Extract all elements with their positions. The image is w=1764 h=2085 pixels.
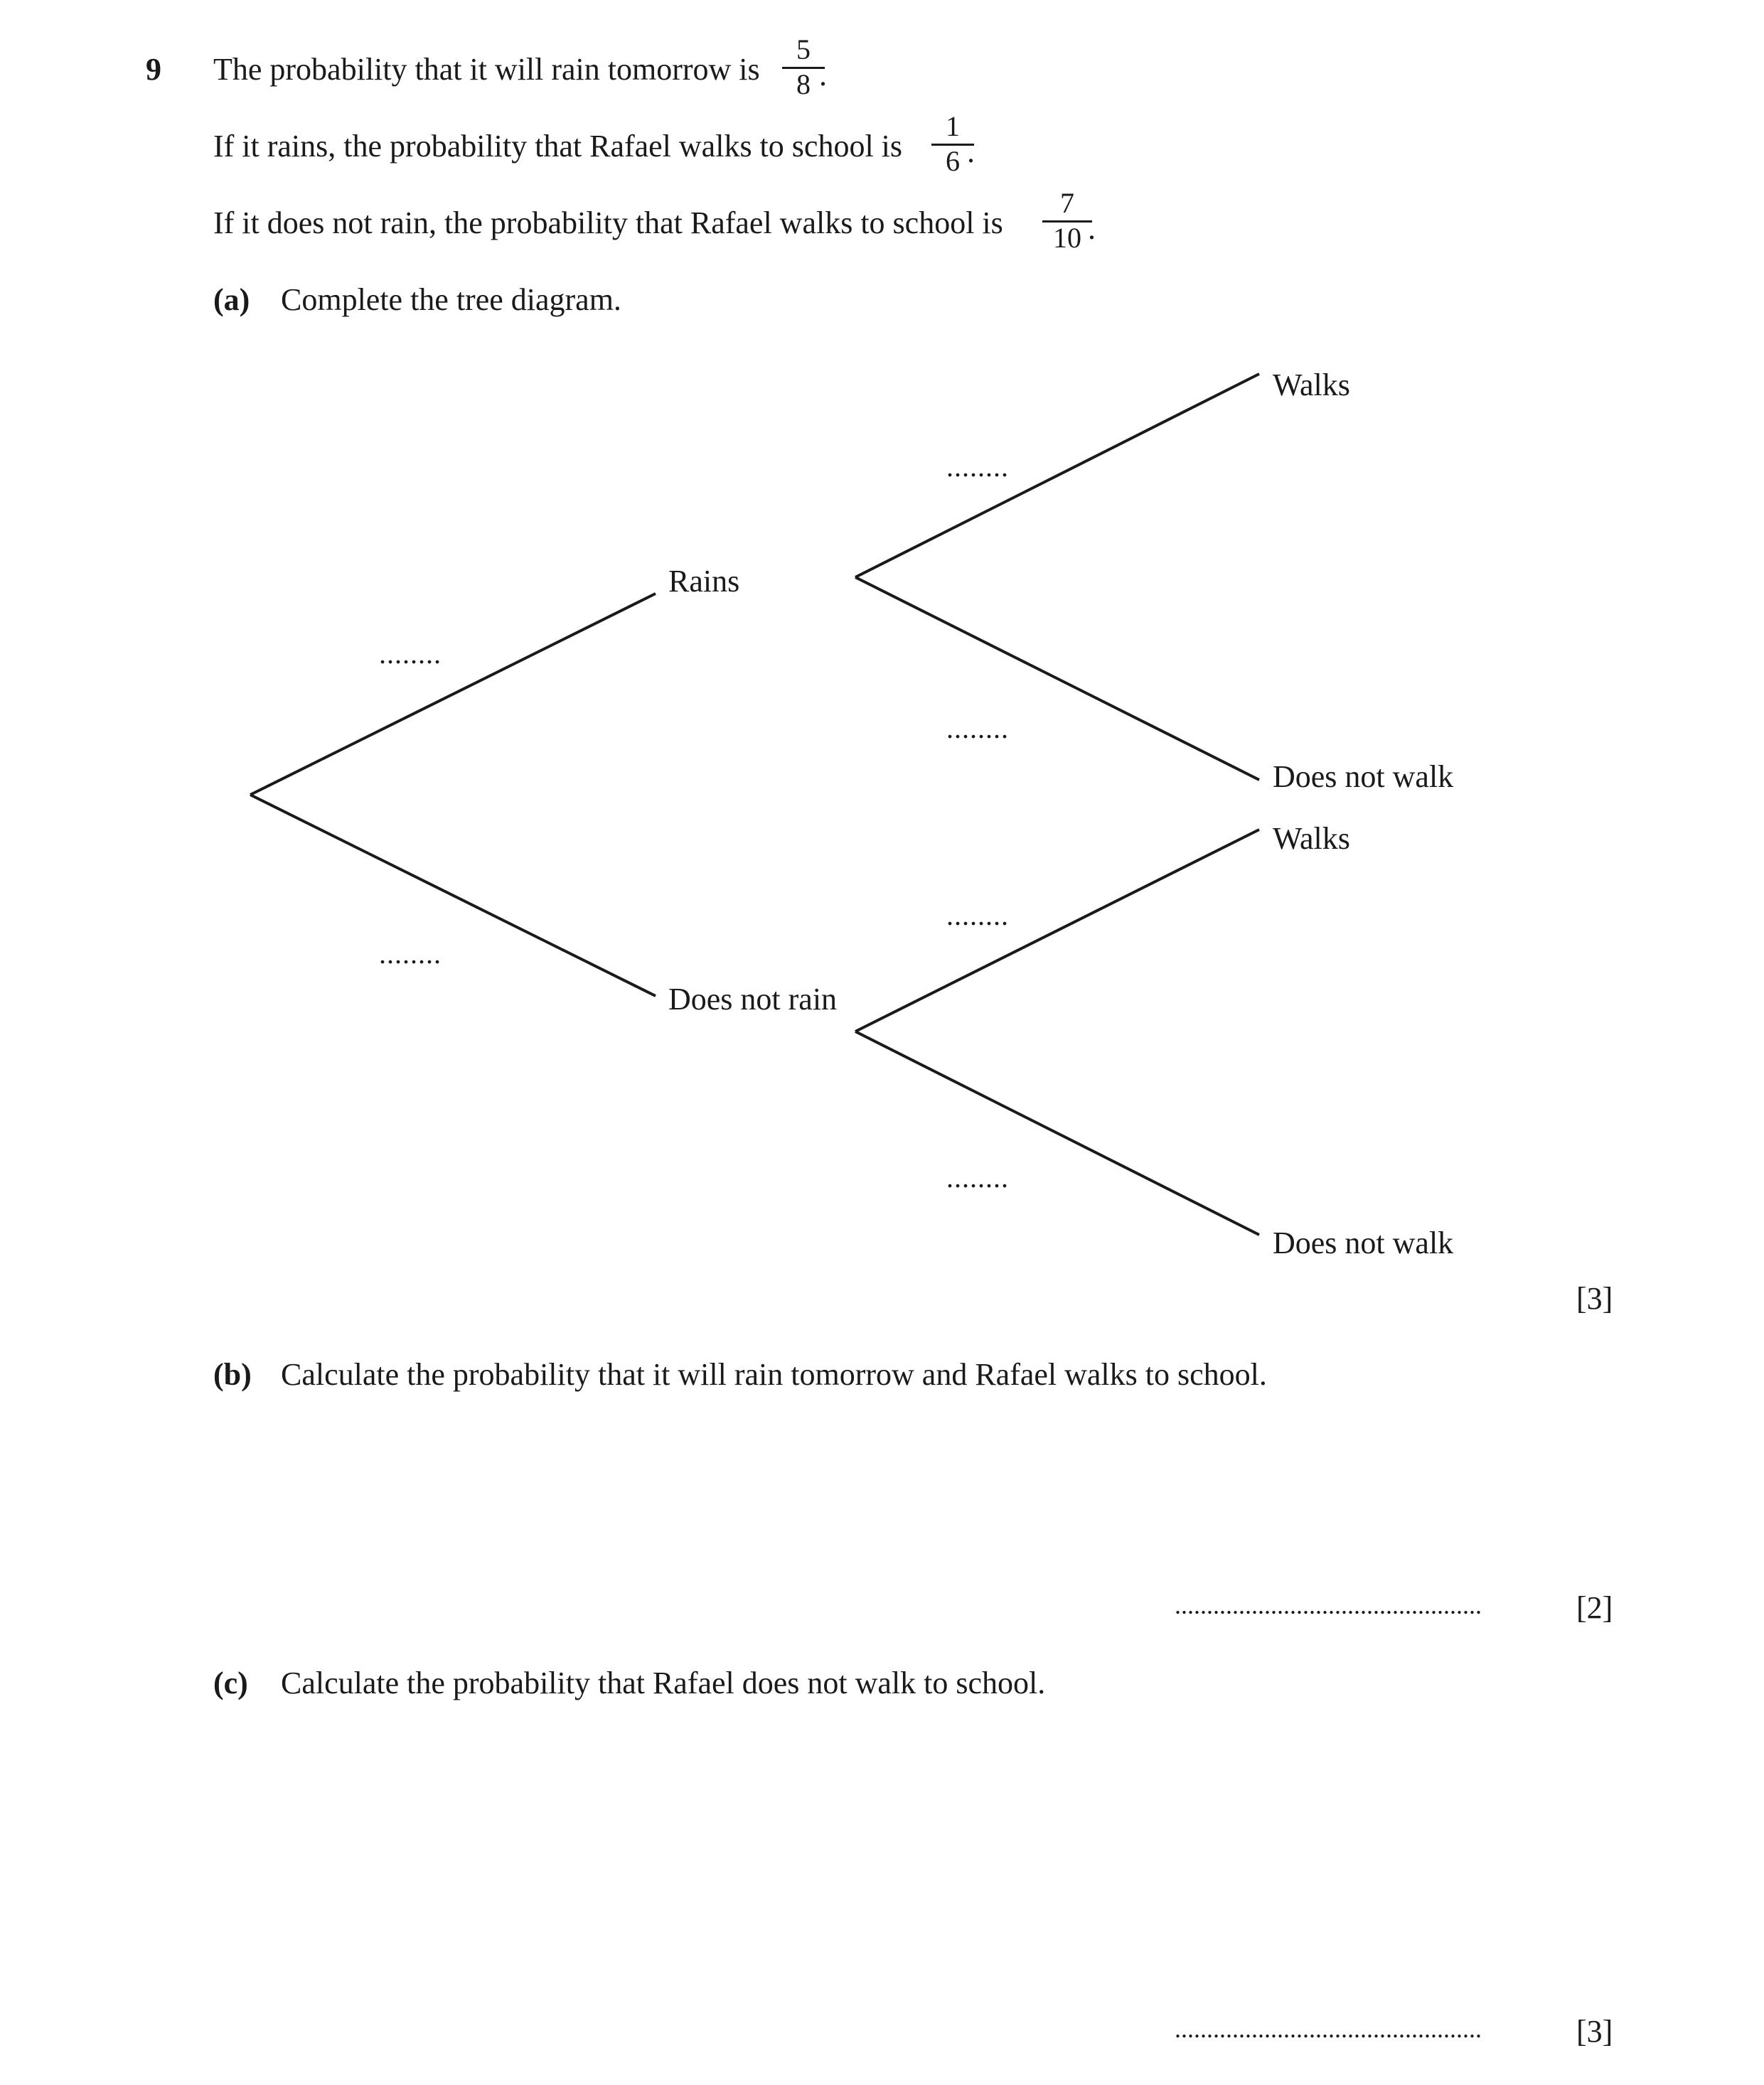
- outcome-rains: Rains: [668, 564, 740, 599]
- outcome-does-not-rain: Does not rain: [668, 982, 838, 1017]
- fraction-numerator: 7: [1060, 187, 1074, 219]
- branch-rains: [250, 594, 656, 795]
- fraction-denominator: 6: [946, 145, 960, 177]
- branch-rain-does-not-walk: [855, 577, 1259, 780]
- part-a-text: Complete the tree diagram.: [281, 282, 621, 317]
- question-line-2: If it rains, the probability that Rafael walks to school is: [213, 129, 903, 164]
- branch-norain-walks: [855, 830, 1259, 1031]
- part-c-text: Calculate the probability that Rafael does not walk to school.: [281, 1666, 1046, 1700]
- branch-does-not-rain: [250, 795, 656, 996]
- fraction-denominator: 8: [796, 68, 811, 100]
- part-c-marks: [3]: [1576, 2014, 1613, 2049]
- blank-prob-norain-does-not-walk[interactable]: ........: [946, 1162, 1009, 1194]
- part-b-marks: [2]: [1576, 1590, 1613, 1625]
- part-b-text: Calculate the probability that it will rain tomorrow and Rafael walks to school.: [281, 1357, 1267, 1392]
- outcome-does-not-walk-rain: Does not walk: [1273, 759, 1454, 794]
- period: .: [1088, 211, 1096, 246]
- fraction-denominator: 10: [1053, 222, 1081, 254]
- part-a-marks: [3]: [1576, 1281, 1613, 1316]
- fraction-numerator: 5: [796, 33, 811, 65]
- fraction-numerator: 1: [946, 110, 960, 142]
- blank-prob-rain-does-not-walk[interactable]: ........: [946, 712, 1009, 744]
- blank-prob-rain-walks[interactable]: ........: [946, 451, 1009, 483]
- question-number: 9: [146, 52, 161, 87]
- blank-prob-rains[interactable]: ........: [379, 638, 442, 670]
- part-c-answer-line[interactable]: ................................................: [1175, 2015, 1482, 2043]
- branch-norain-does-not-walk: [855, 1031, 1259, 1235]
- outcome-walks-norain: Walks: [1273, 821, 1350, 856]
- branch-rain-walks: [855, 374, 1259, 577]
- outcome-walks-rain: Walks: [1273, 368, 1350, 402]
- part-a-label: (a): [213, 282, 250, 317]
- blank-prob-norain-walks[interactable]: ........: [946, 899, 1009, 931]
- part-b-label: (b): [213, 1357, 252, 1392]
- part-c-label: (c): [213, 1666, 248, 1700]
- outcome-does-not-walk-norain: Does not walk: [1273, 1226, 1454, 1260]
- question-line-3: If it does not rain, the probability that Rafael walks to school is: [213, 205, 1003, 240]
- blank-prob-does-not-rain[interactable]: ........: [379, 938, 442, 970]
- question-line-1: The probability that it will rain tomorrow is: [213, 52, 760, 87]
- period: .: [819, 58, 827, 92]
- period: .: [967, 134, 975, 169]
- part-b-answer-line[interactable]: ................................................: [1175, 1591, 1482, 1619]
